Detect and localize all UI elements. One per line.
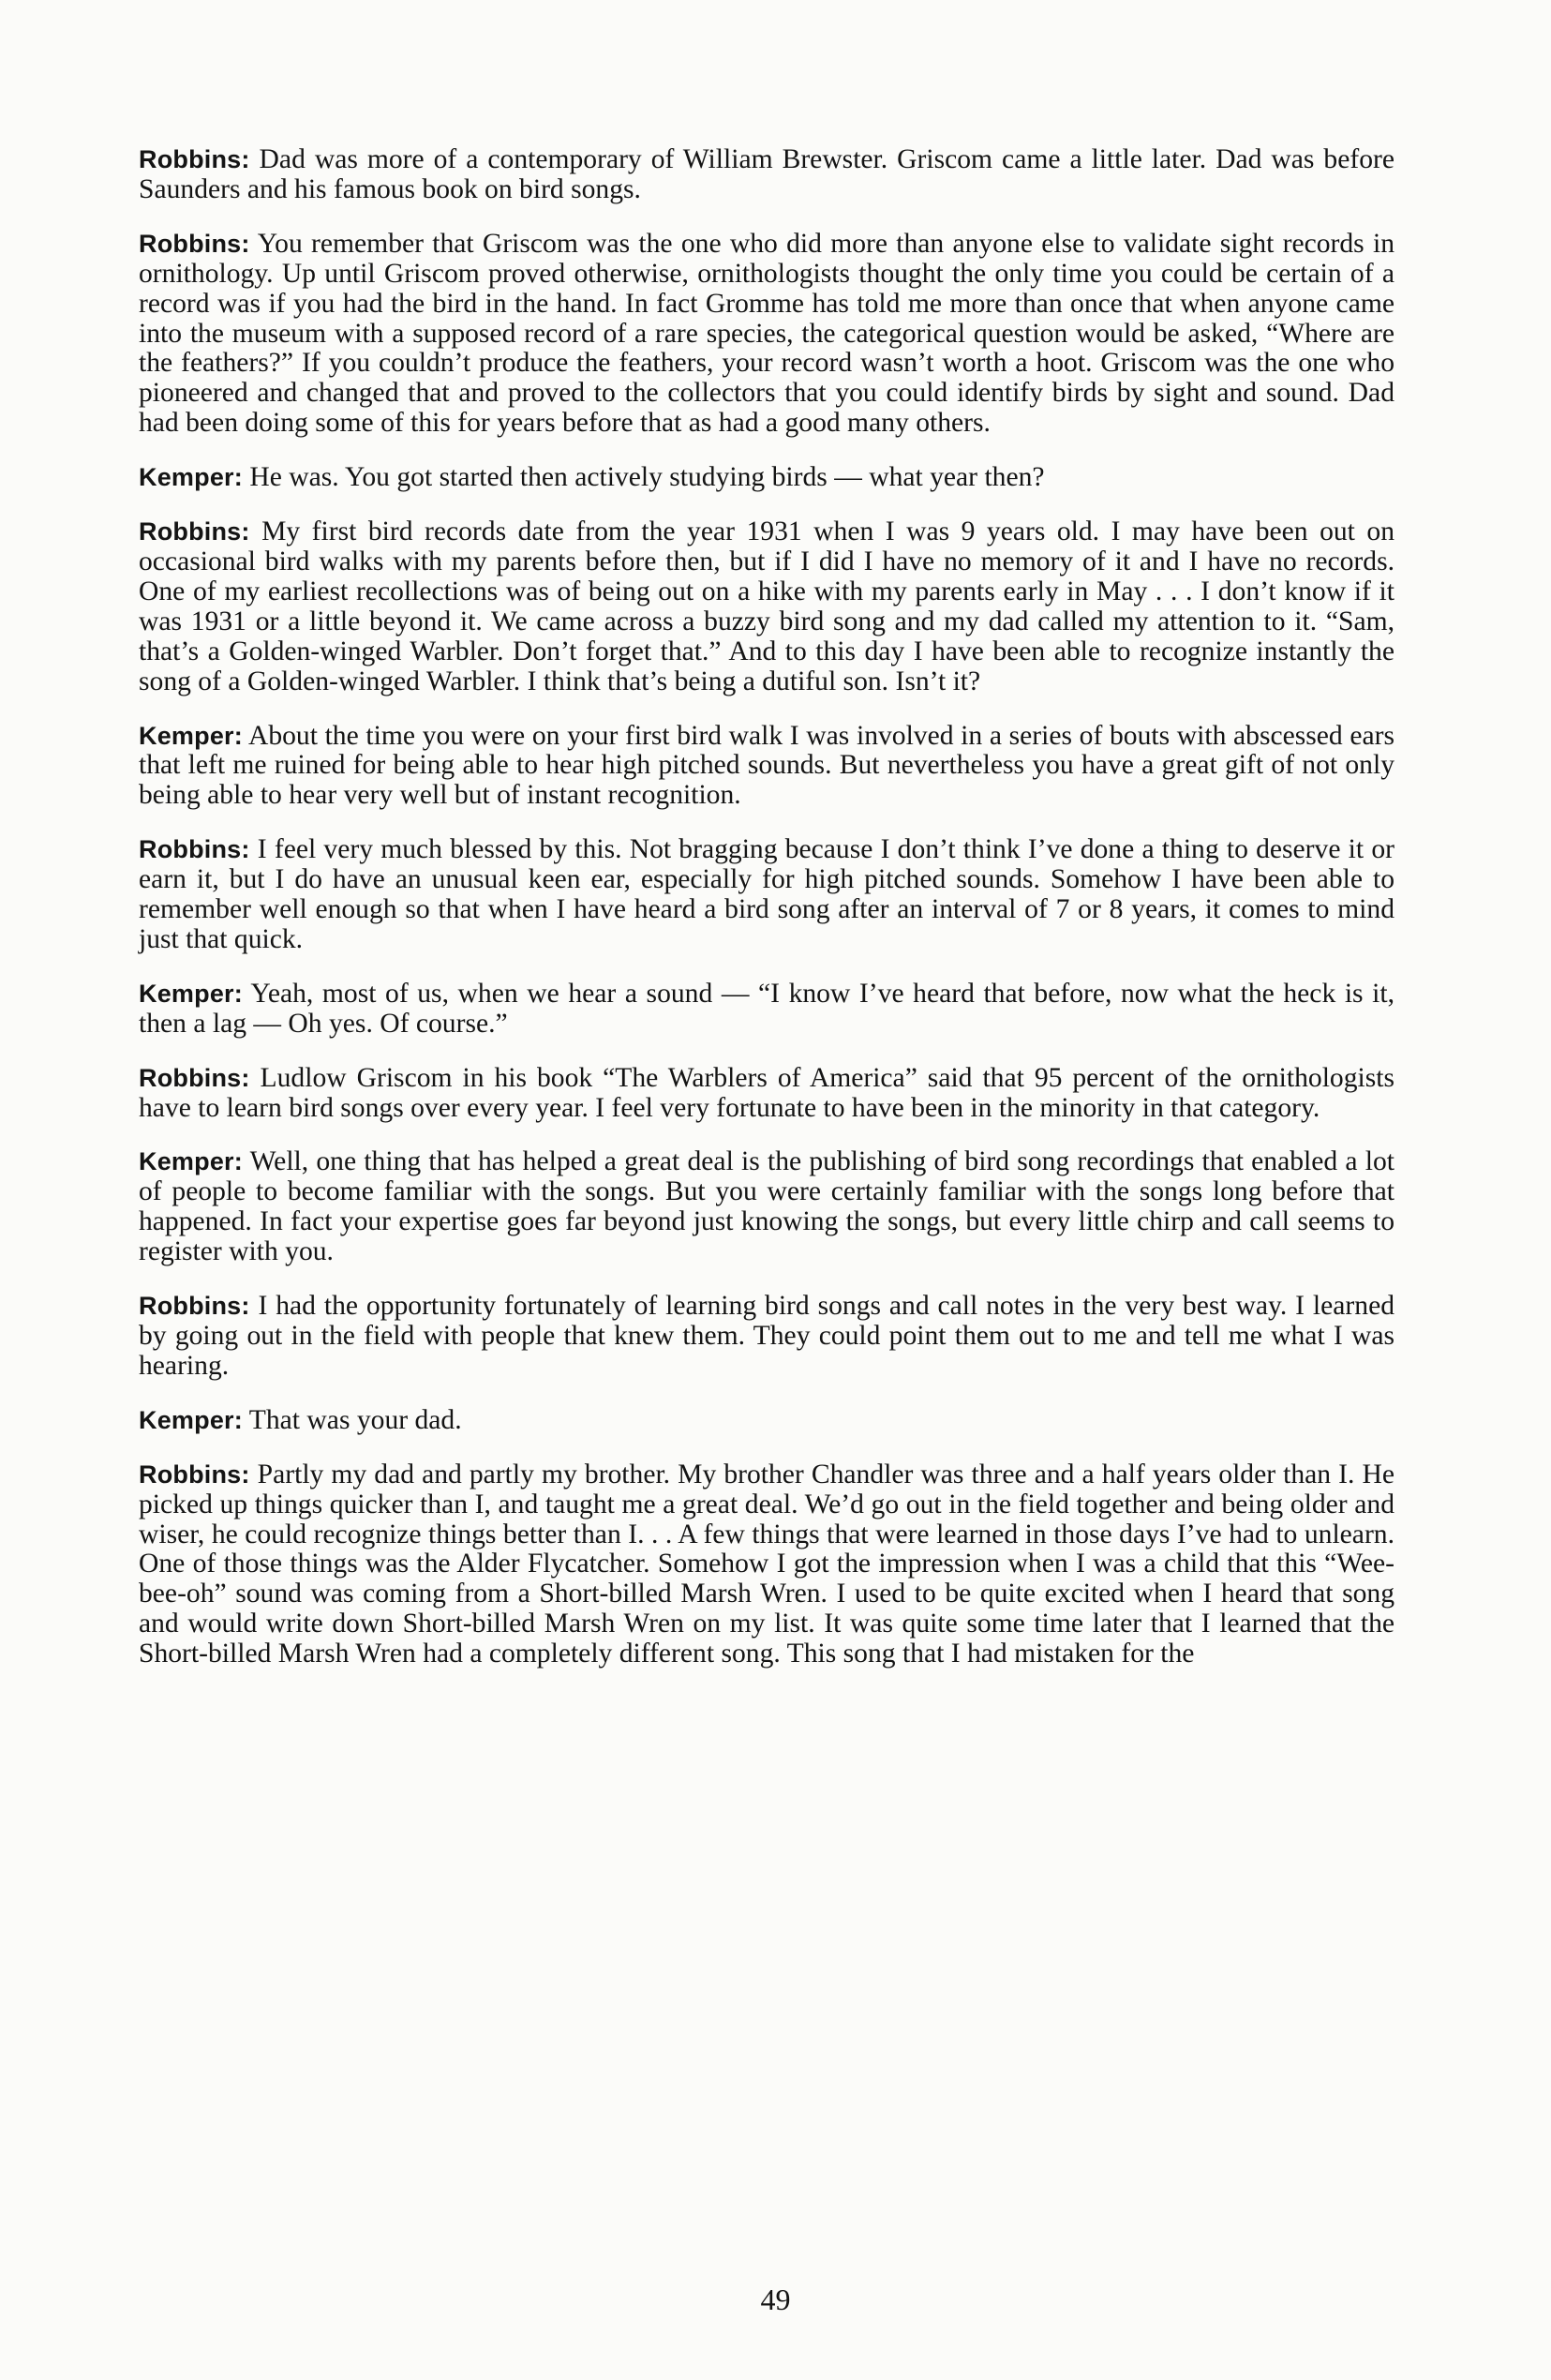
speaker-label: Robbins: (139, 145, 250, 173)
speaker-label: Kemper: (139, 1405, 243, 1434)
paragraph-10 (139, 1292, 1394, 1382)
paragraph-text: Yeah, most of us, when we hear a sound — “I know I’ve heard that before, now what the heck is it, then a lag — Oh yes. Of course.” (139, 978, 1394, 1039)
paragraph-11 (139, 1406, 1394, 1436)
paragraph-4 (139, 517, 1394, 696)
speaker-label: Robbins: (139, 229, 250, 258)
speaker-label: Robbins: (139, 1459, 250, 1489)
interview-text-column (139, 145, 1394, 1694)
paragraph-2 (139, 230, 1394, 439)
speaker-label: Robbins: (139, 835, 250, 864)
speaker-label: Robbins: (139, 517, 250, 546)
speaker-label: Kemper: (139, 463, 243, 492)
paragraph-text: Partly my dad and partly my brother. My brother Chandler was three and a half years older than I. He picked up things quicker than I, and taught me a great deal. We’d go out in the field together and being older and wiser, he could recognize things better than I. . . A few things that were learned in those days I’ve had to unlearn. One of those things was the Alder Flycatcher. Somehow I got the impression when I was a child that this “Wee-bee-oh” sound was coming from a Short-billed Marsh Wren. I used to be quite excited when I heard that song and would write down Short-billed Marsh Wren on my list. It was quite some time later that I learned that the Short-billed Marsh Wren had a completely different song. This song that I had mistaken for the (139, 1459, 1394, 1669)
paragraph-text: My first bird records date from the year 1931 when I was 9 years old. I may have been out on occasional bird walks with my parents before then, but if I did I have no memory of it and I have no records. One of my earliest recollections was of being out on a hike with my parents early in May . . . I don’t know if it was 1931 or a little beyond it. We came across a buzzy bird song and my dad called my attention to it. “Sam, that’s a Golden-winged Warbler. Don’t forget that.” And to this day I have been able to recognize instantly the song of a Golden-winged Warbler. I think that’s being a dutiful son. Isn’t it? (139, 516, 1394, 696)
speaker-label: Kemper: (139, 979, 243, 1008)
paragraph-text: Dad was more of a contemporary of William Brewster. Griscom came a little later. Dad was before Saunders and his famous book on bird songs. (139, 144, 1394, 204)
paragraph-8 (139, 1064, 1394, 1124)
paragraph-text: Ludlow Griscom in his book “The Warblers of America” said that 95 percent of the ornithologists have to learn bird songs over every year. I feel very fortunate to have been in the minority in that category. (139, 1062, 1394, 1123)
paragraph-text: Well, one thing that has helped a great deal is the publishing of bird song recordings that enabled a lot of people to become familiar with the songs. But you were certainly familiar with the songs long before that happened. In fact your expertise goes far beyond just knowing the songs, but every little chirp and call seems to register with you. (139, 1146, 1394, 1267)
speaker-label: Kemper: (139, 1147, 243, 1176)
speaker-label: Robbins: (139, 1292, 250, 1321)
paragraph-5 (139, 722, 1394, 812)
speaker-label: Robbins: (139, 1063, 250, 1092)
paragraph-12 (139, 1460, 1394, 1669)
paragraph-3 (139, 463, 1394, 493)
paragraph-6 (139, 835, 1394, 955)
paragraph-text: That was your dad. (242, 1404, 462, 1435)
paragraph-1 (139, 145, 1394, 205)
paragraph-text: You remember that Griscom was the one who did more than anyone else to validate sight records in ornithology. Up until Griscom proved otherwise, ornithologists thought the only time you could be certain of a record was if you had the bird in the hand. In fact Gromme has told me more than once that when anyone came into the museum with a supposed record of a rare species, the categorical question would be asked, “Where are the feathers?” If you couldn’t produce the feathers, your record wasn’t worth a hoot. Griscom was the one who pioneered and changed that and proved to the collectors that you could identify birds by sight and sound. Dad had been doing some of this for years before that as had a good many others. (139, 228, 1394, 439)
paragraph-text: He was. You got started then actively studying birds — what year then? (242, 462, 1045, 493)
speaker-label: Kemper: (139, 721, 243, 750)
paragraph-text: I feel very much blessed by this. Not bragging because I don’t think I’ve done a thing to deserve it or earn it, but I do have an unusual keen ear, especially for high pitched sounds. Somehow I have been able to remember well enough so that when I have heard a bird song after an interval of 7 or 8 years, it comes to mind just that quick. (139, 834, 1394, 954)
page-number: 49 (760, 2283, 791, 2316)
paragraph-7 (139, 980, 1394, 1040)
paragraph-9 (139, 1147, 1394, 1267)
paragraph-text: About the time you were on your first bird walk I was involved in a series of bouts with abscessed ears that left me ruined for being able to hear high pitched sounds. But nevertheless you have a great gift of not only being able to hear very well but of instant recognition. (139, 720, 1394, 811)
paragraph-text: I had the opportunity fortunately of learning bird songs and call notes in the very best way. I learned by going out in the field with people that knew them. They could point them out to me and tell me what I was hearing. (139, 1291, 1394, 1381)
